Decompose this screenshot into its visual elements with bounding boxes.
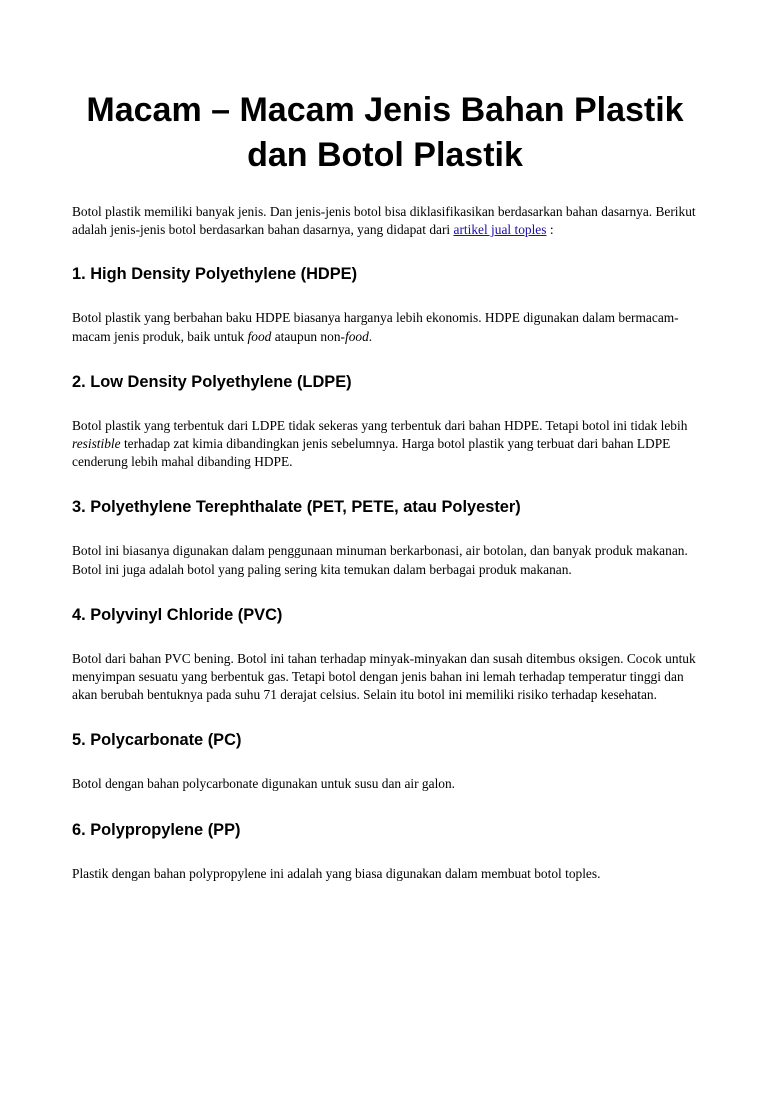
section-heading-ldpe: 2. Low Density Polyethylene (LDPE) <box>72 372 352 391</box>
section-heading-pet: 3. Polyethylene Terephthalate (PET, PETE, atau Polyester) <box>72 498 521 517</box>
intro-suffix: : <box>546 222 554 238</box>
ldpe-italic-resistible: resistible <box>72 436 121 452</box>
document-page <box>0 88 768 1112</box>
intro-paragraph <box>72 203 698 239</box>
ldpe-text-part: terhadap zat kimia dibandingkan jenis sebelumnya. Harga botol plastik yang terbuat dari bahan LDPE cenderung lebih mahal dibanding HDPE. <box>72 436 671 470</box>
section-heading-pp: 6. Polypropylene (PP) <box>72 820 241 839</box>
section-heading-pc: 5. Polycarbonate (PC) <box>72 731 242 750</box>
artikel-jual-toples-link[interactable]: artikel jual toples <box>453 222 547 238</box>
hdpe-italic-food: food <box>247 328 272 344</box>
document-title <box>72 88 698 178</box>
hdpe-text-part: Botol plastik yang berbahan baku HDPE biasanya harganya lebih ekonomis. HDPE digunakan dalam bermacam-macam jenis produk, baik untuk <box>72 310 679 344</box>
section-text-pet: Botol ini biasanya digunakan dalam penggunaan minuman berkarbonasi, air botolan, dan banyak produk makanan. Botol ini juga adalah botol yang paling sering kita temukan dalam berbagai produk makanan. <box>72 543 688 577</box>
title-line-1: Macam – Macam Jenis Bahan Plastik <box>86 91 684 129</box>
hdpe-text-part: . <box>368 328 373 344</box>
section-text-pc: Botol dengan bahan polycarbonate digunakan untuk susu dan air galon. <box>72 776 456 792</box>
section-text-pvc: Botol dari bahan PVC bening. Botol ini tahan terhadap minyak-minyakan dan susah ditembus oksigen. Cocok untuk menyimpan sesuatu yang berbentuk gas. Tetapi botol dengan jenis bahan ini lemah terhadap temperatur tinggi dan akan berubah bentuknya pada suhu 71 derajat celsius. Selain itu botol ini memiliki risiko terhadap kesehatan. <box>72 650 696 703</box>
section-text-ldpe <box>72 417 698 472</box>
hdpe-text-part: ataupun non- <box>271 328 345 344</box>
section-text-hdpe <box>72 309 698 345</box>
section-heading-hdpe: 1. High Density Polyethylene (HDPE) <box>72 265 358 284</box>
intro-text: Botol plastik memiliki banyak jenis. Dan jenis-jenis botol bisa diklasifikasikan berdasarkan bahan dasarnya. Berikut adalah jenis-jenis botol berdasarkan bahan dasarnya, yang didapat dari <box>72 204 696 238</box>
title-line-2: dan Botol Plastik <box>247 136 523 174</box>
ldpe-text-part: Botol plastik yang terbentuk dari LDPE tidak sekeras yang terbentuk dari bahan HDPE. Tetapi botol ini tidak lebih <box>72 417 688 433</box>
section-heading-pvc: 4. Polyvinyl Chloride (PVC) <box>72 605 283 624</box>
section-text-pp: Plastik dengan bahan polypropylene ini adalah yang biasa digunakan dalam membuat botol toples. <box>72 865 601 881</box>
hdpe-italic-food: food <box>344 328 369 344</box>
